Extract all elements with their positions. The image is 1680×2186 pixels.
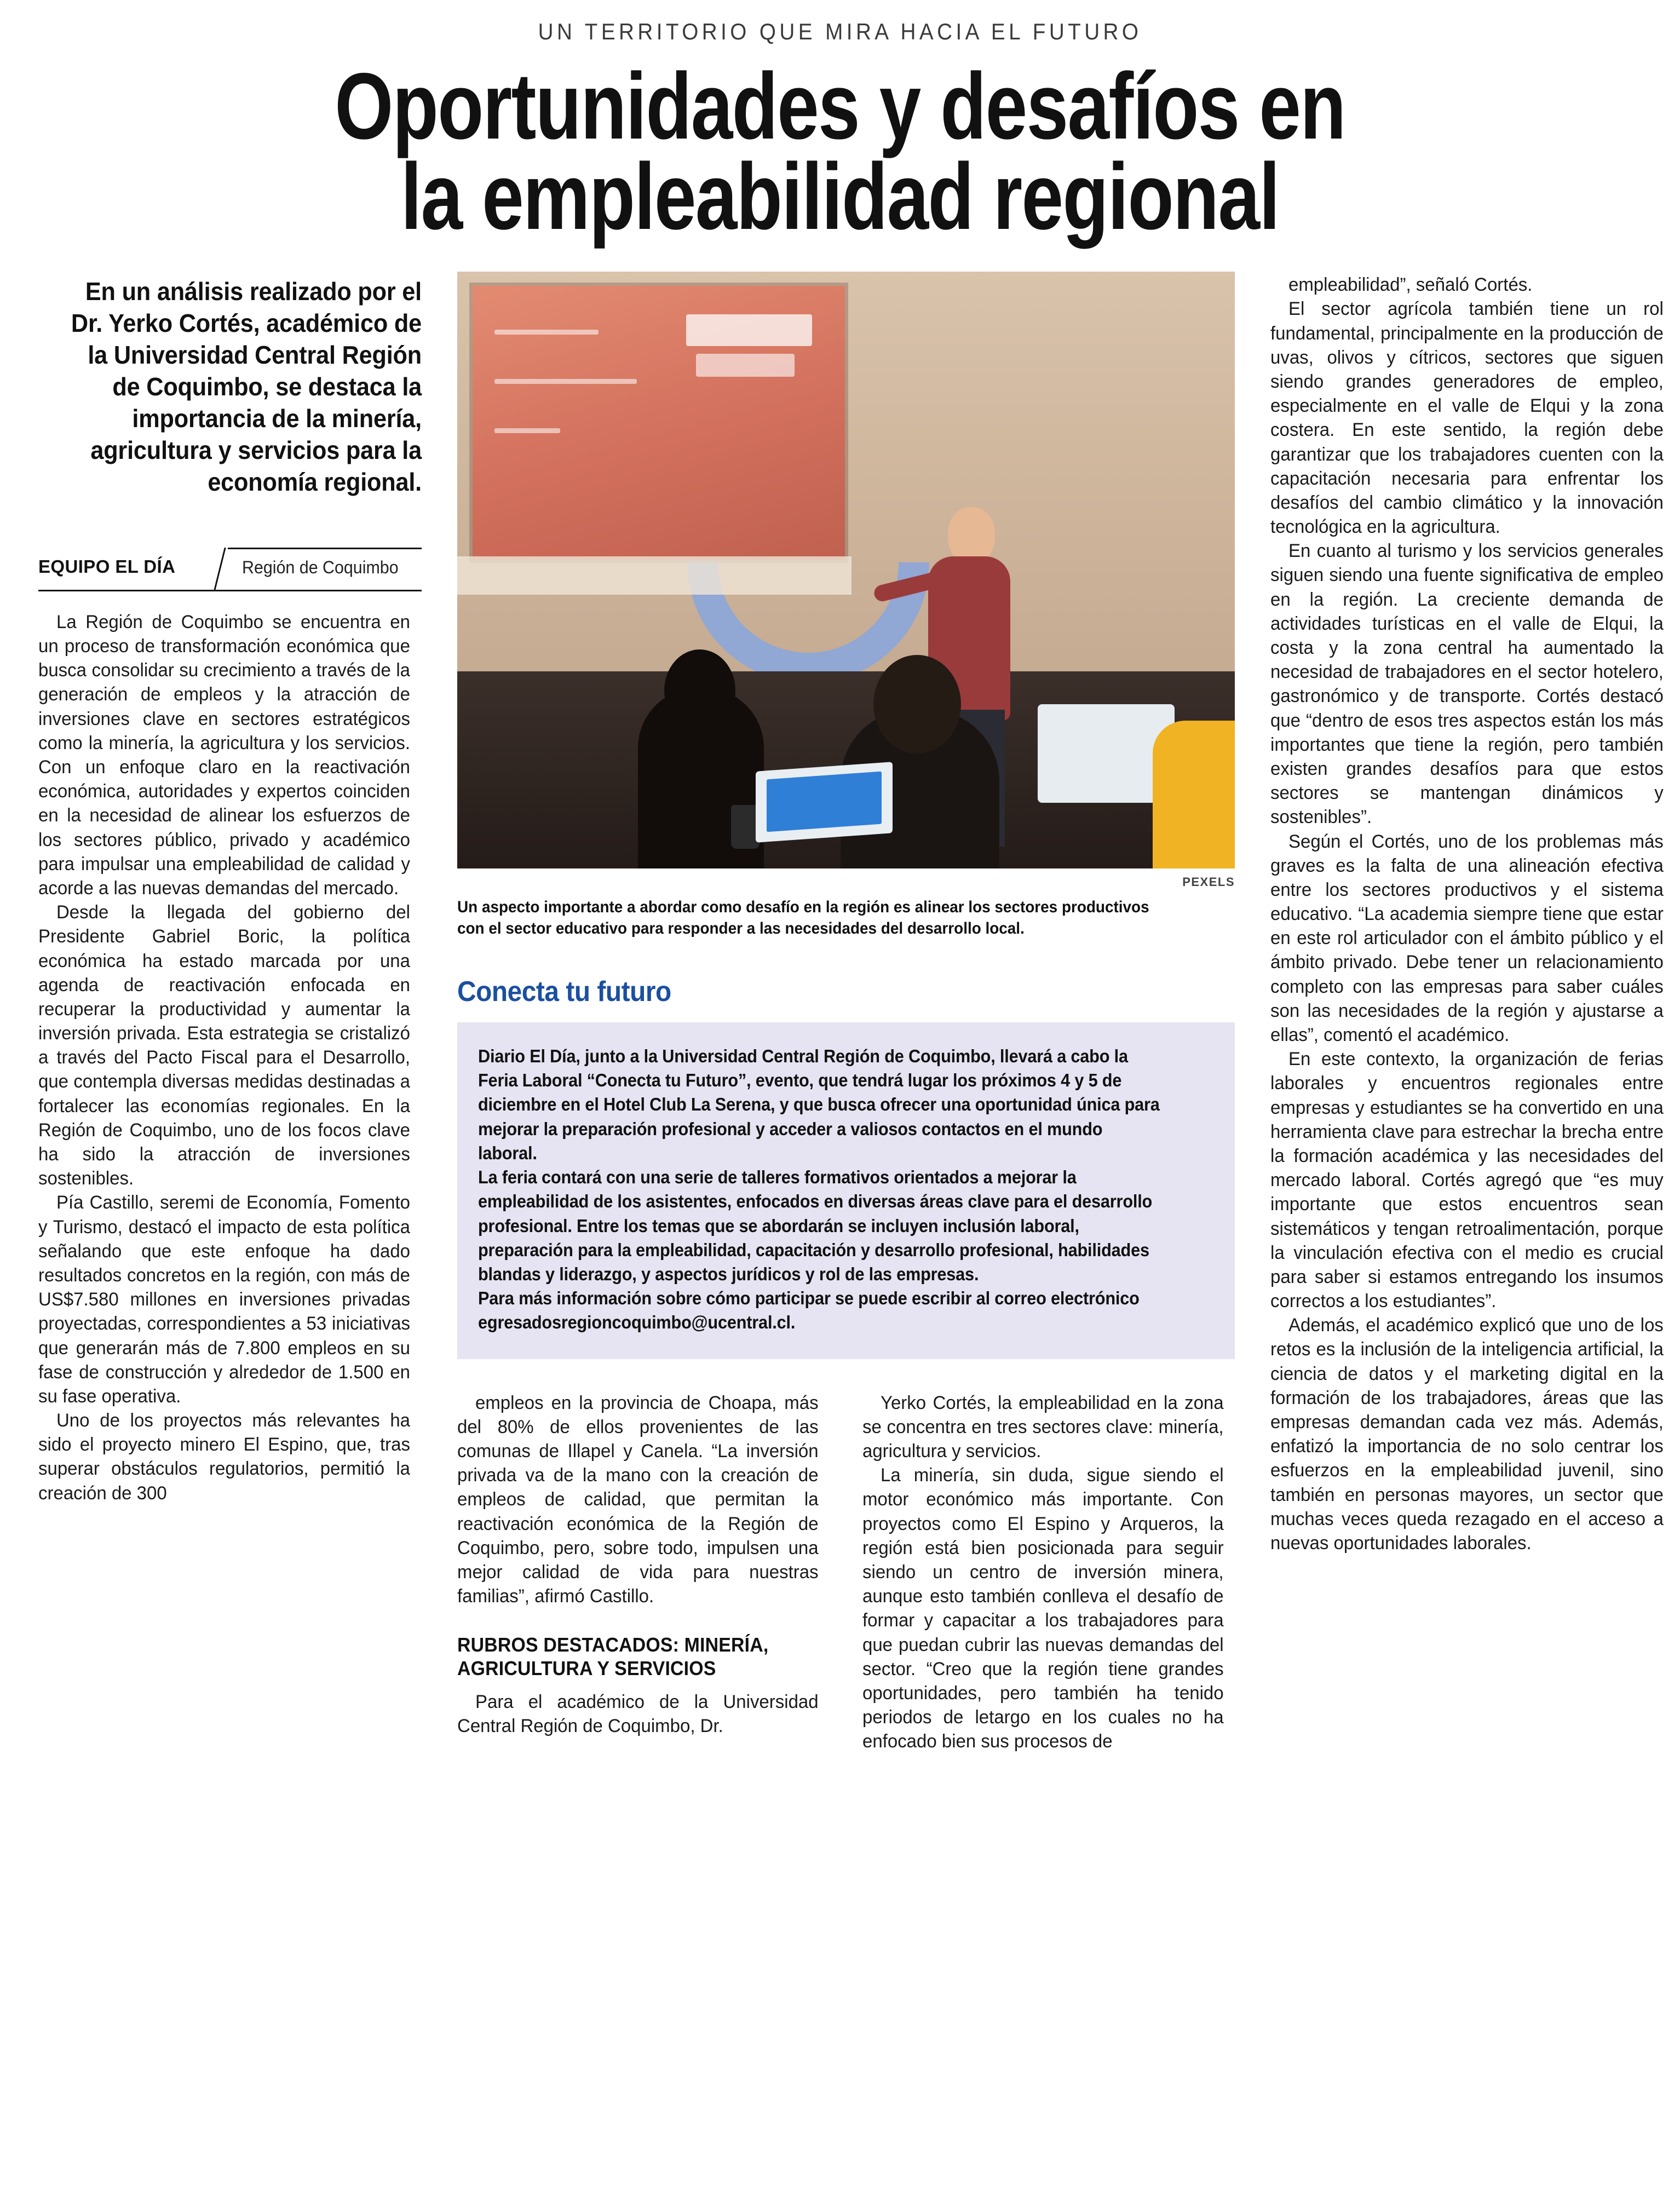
infobox-paragraph: Diario El Día, junto a la Universidad Central Región de Coquimbo, llevará a cabo la Feria Laboral “Conecta tu Futuro”, evento, que tendrá lugar los próximos 4 y 5 de diciembre en el Hotel Club La Serena, y que busca ofrecer una oportunidad única para mejorar la preparación profesional y acceder a valiosos contactos en el mundo laboral.: [478, 1046, 1160, 1163]
headline-line-2: la empleabilidad regional: [400, 144, 1279, 250]
paragraph: empleabilidad”, señaló Cortés.: [1288, 274, 1533, 296]
photo-yellow-shirt: [1153, 721, 1235, 868]
paragraph: Además, el académico explicó que uno de los retos es la inclusión de la inteligencia artificial, la ciencia de datos y el marketing digital en la formación de los trabajadores, áreas que las empresas demandan cada vez más. Además, enfatizó la importancia de no solo centrar los esfuerzos en la empleabilidad juvenil, sino también en personas mayores, un sector que muchas veces queda rezagado en el acceso a nuevas oportunidades laborales.: [1270, 1315, 1664, 1554]
byline-author: EQUIPO EL DÍA: [38, 556, 176, 577]
byline-top-divider: [228, 548, 422, 549]
photo-audience-head-1: [664, 649, 735, 732]
paragraph: Uno de los proyectos más relevantes ha sido el proyecto minero El Espino, que, tras superar obstáculos regulatorios, permitió la creación de 300: [38, 1410, 411, 1504]
photo-slide-subtitle: [696, 354, 795, 377]
lede-paragraph: En un análisis realizado por el Dr. Yerko Cortés, académico de la Universidad Central Región de Coquimbo, se destaca la importancia de la minería, agricultura y servicios para la economía regional.: [71, 277, 422, 496]
photo-credit: PEXELS: [1182, 875, 1235, 889]
infobox-paragraph: Para más información sobre cómo participar se puede escribir al correo electrónico egresadosregioncoquimbo@ucentral.cl.: [478, 1288, 1140, 1333]
photo-light-band: [457, 556, 851, 595]
paragraph: En cuanto al turismo y los servicios generales siguen siendo una fuente significativa de empleo en la región. La creciente demanda de actividades turísticas en el valle de Elqui, la costa y la zona central ha aumentado la necesidad de trabajadores en el sector hotelero, gastronómico y de transporte. Cortés destacó que “dentro de esos tres aspectos están los más importantes que tiene la región, pero también existen grandes desafíos para que estos sectores se mantengan dinámicos y sostenibles”.: [1270, 540, 1664, 828]
paragraph: Para el académico de la Universidad Central Región de Coquimbo, Dr.: [457, 1692, 819, 1737]
center-bottom-left-column: [457, 1391, 830, 1739]
photo-slide-line: [494, 379, 637, 384]
photo-laptop-screen: [767, 772, 882, 832]
center-bottom-columns: [457, 1391, 1235, 1754]
left-column: [38, 272, 422, 1505]
paragraph: La minería, sin duda, sigue siendo el motor económico más importante. Con proyectos como El Espino y Arqueros, la región está bien posicionada para seguir siendo un centro de inversión minera, aunque esto también conlleva el desafío de formar y capacitar a los trabajadores para que puedan cubrir las nuevas demandas del sector. “Creo que la región tiene grandes oportunidades, pero también ha tenido periodos de letargo en los cuales no ha enfocado bien sus procesos de: [862, 1465, 1224, 1752]
photo-slide-line: [494, 330, 599, 335]
section-heading-conecta: Conecta tu futuro: [457, 976, 671, 1008]
headline-line-1: Oportunidades y desafíos en: [335, 54, 1345, 159]
center-bottom-left-body: [457, 1391, 819, 1609]
photo-audience-head-2: [873, 655, 961, 753]
paragraph: Pía Castillo, seremi de Economía, Fomento y Turismo, destacó el impacto de esta política señalando que este enfoque ha dado resultados concretos en la región, con más de US$7.580 millones en inversiones privadas proyectadas, correspondientes a 53 iniciativas que generarán más de 7.800 empleos en su fase de construcción y alrededor de 1.500 en su fase operativa.: [38, 1192, 411, 1407]
center-bottom-right-column: [862, 1391, 1235, 1754]
left-column-body: [38, 610, 410, 1505]
paragraph: En este contexto, la organización de ferias laborales y encuentros regionales entre empresas y estudiantes se ha convertido en una herramienta clave para estrechar la brecha entre la formación académica y las necesidades del mercado laboral. Cortés agregó que “es muy importante que estos encuentros sean sistemáticos y tengan retroalimentación, porque la vinculación efectiva con el medio es crucial para saber si estamos entregando los insumos correctos a los estudiantes”.: [1270, 1049, 1664, 1312]
paragraph: La Región de Coquimbo se encuentra en un proceso de transformación económica que busca consolidar su crecimiento a través de la generación de empleos y la atracción de inversiones clave en sectores estratégicos como la minería, la agricultura y los servicios. Con un enfoque claro en la reactivación económica, autoridades y expertos coinciden en la necesidad de alinear los esfuerzos de los sectores público, privado y académico para impulsar una empleabilidad de calidad y acorde a las nuevas demandas del mercado.: [38, 611, 411, 899]
infobox-paragraph: La feria contará con una serie de talleres formativos orientados a mejorar la empleabilidad de los asistentes, enfocados en diversas áreas clave para el desarrollo profesional. Entre los temas que se abordarán se incluyen inclusión laboral, preparación para la empleabilidad, capacitación y desarrollo profesional, habilidades blandas y liderazgo, y aspectos jurídicos y rol de las empresas.: [478, 1167, 1153, 1284]
byline: [38, 544, 422, 591]
photo-laptop: [756, 762, 893, 842]
paragraph: empleos en la provincia de Choapa, más del 80% de ellos provenientes de las comunas de Illapel y Canela. “La inversión privada va de la mano con la creación de empleos de calidad, que permitan la reactivación económica de la Región de Coquimbo, pero, sobre todo, impulsen una mejor calidad de vida para nuestras familias”, afirmó Castillo.: [457, 1392, 819, 1607]
photo-caption: Un aspecto importante a abordar como desafío en la región es alinear los sectores productivos con el sector educativo para responder a las necesidades del desarrollo local.: [457, 898, 1149, 937]
article-photo: [457, 272, 1235, 868]
kicker-text: UN TERRITORIO QUE MIRA HACIA EL FUTURO: [538, 19, 1142, 44]
right-column-body: [1270, 273, 1664, 1555]
byline-bottom-divider: [38, 590, 422, 591]
photo-presenter-head: [948, 507, 995, 564]
paragraph: Desde la llegada del gobierno del Presidente Gabriel Boric, la política económica ha estado marcada por una agenda de reactivación enfocada en recuperar la productividad y aumentar la inversión privada. Esta estrategia se cristalizó a través del Pacto Fiscal para el Desarrollo, que contempla diversas medidas destinadas a fortalecer las economías regionales. En la Región de Coquimbo, uno de los focos clave ha sido la atracción de inversiones sostenibles.: [38, 902, 411, 1189]
paragraph: Yerko Cortés, la empleabilidad en la zona se concentra en tres sectores clave: minería, agricultura y servicios.: [862, 1392, 1224, 1462]
info-box: [457, 1022, 1235, 1359]
page-title: [199, 54, 1481, 250]
right-column: [1270, 272, 1676, 1555]
center-bottom-right-body: [862, 1391, 1224, 1754]
center-bottom-left-body-2: [457, 1690, 819, 1738]
byline-slash-divider: [214, 548, 226, 590]
photo-slide-title: [686, 314, 812, 346]
article-grid: [38, 272, 1664, 1753]
paragraph: Según el Cortés, uno de los problemas más graves es la falta de una alineación efectiva entre los sectores productivos y el sistema educativo. “La academia siempre tiene que estar en este rol articulador con el ámbito público y el ámbito privado. Debe tener un relacionamiento completo con las empresas para saber cuáles son las necesidades de la región y ajustarse a ellas”, comentó el académico.: [1270, 831, 1664, 1046]
paragraph: El sector agrícola también tiene un rol fundamental, principalmente en la producción de uvas, olivos y cítricos, sectores que siguen siendo grandes generadores de empleo, especialmente en el valle de Elqui y la zona costera. En este sentido, la región debe garantizar que los trabajadores cuenten con la capacitación necesaria para enfrentar los desafíos del cambio climático y la innovación tecnológica en la agricultura.: [1270, 298, 1664, 538]
photo-slide-line: [494, 428, 560, 433]
subheading-rubros: RUBROS DESTACADOS: MINERÍA, AGRICULTURA Y SERVICIOS: [457, 1633, 769, 1679]
byline-location: Región de Coquimbo: [242, 557, 399, 577]
center-column: [457, 272, 1235, 1753]
